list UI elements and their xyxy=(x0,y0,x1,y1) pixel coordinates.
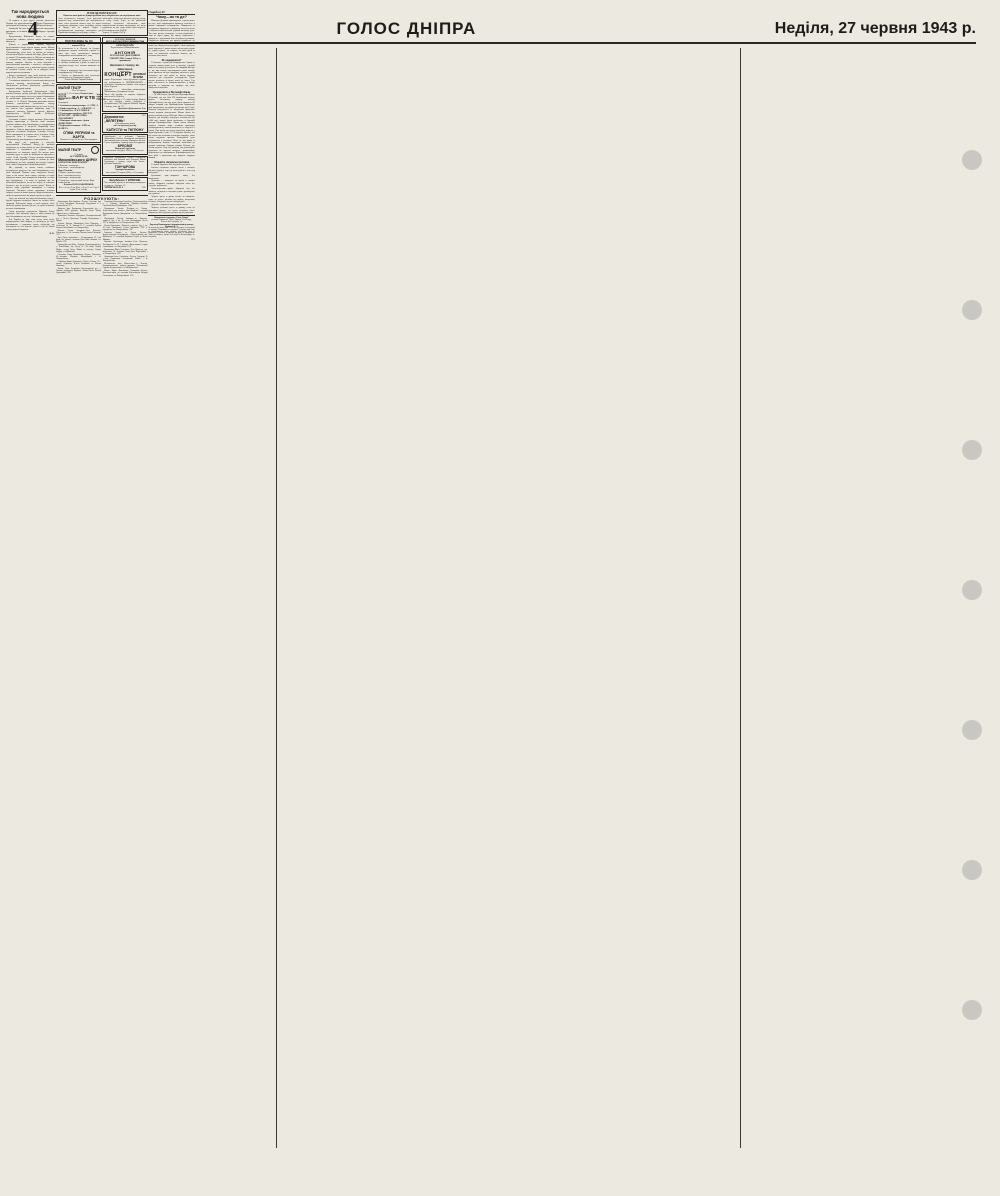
seedling-offer: має для продажу розсаду xyxy=(113,125,137,128)
concert-bishop-line2: ВИСОКОПРЕОСВЯЩЕННОГО АРХІЄПИСКОПА xyxy=(109,43,141,48)
wanted-entry: Пономарьов Трохим Іванович—м. Нікополь, соцмісто, буд. 4, кв. 41—сина Пономарьова Євгена 1927 р. народження з м. Новоросійська. 1286 xyxy=(102,217,148,224)
editor-label: Директор Видавництва і відповідальний редактор: xyxy=(149,223,194,226)
notice-text-left: Знов встановлено випадки, коли риболови протягом часу, забороненого для перебування зовні, тобто протягом нічного часу, без нічної перепустки провадять свою ремісничу роботу на Дніпрі, або на лимані. Згідно з розпорядженням морського коменданта для Української всякий рух на Дніпрі, а також і xyxy=(58,17,102,35)
middle-column xyxy=(56,10,147,278)
publisher-line1: Видавництво і друкарня „Голос Дніпра“ xyxy=(154,216,189,219)
variety-tour: ГАСТРОЛІ АРТИСТІВ ХЕРСОНСЬКОГО ТЕАТРУ xyxy=(58,94,72,102)
plant-entry: Бузиновий цвіт—збирають квіти, без квітоножок. xyxy=(148,175,195,180)
circus-new-numbers: В ПРОГРАМІ НОВІ НОМЕРИ xyxy=(58,162,88,165)
wanted-entry: Батьки Григорович—Нікополь, соцмісто, буд. 5, кв. 38—сина Григорович Сергія Івановича 1926 р. народження з м. Новоросійська. 1287 xyxy=(102,224,148,232)
obituary-date: яка сталася 24 червня 1943 р. о 10 год. веч. xyxy=(106,150,144,153)
plant-entry: Деревій—збирають окремо квіти і листя. xyxy=(151,204,189,207)
publisher-line2: установа Товариства „Преса України“ в обл. відд., Херсон, вул. Суворова, 14. xyxy=(151,219,192,224)
concert-ad xyxy=(102,37,147,112)
concert-venue: Великого театру ім. Шевченка xyxy=(110,62,140,71)
variety-time: Початок о 6 год. 30 хв. веч. Каса відкрита. xyxy=(60,138,98,141)
variety-act: 4. Ексцентрик-акробати, „ВЕСЕЛІ КОЧЕГАРИ“—ДЕНИСЕНКО, ЛУКАШЕВИЧ. xyxy=(58,112,92,120)
binding-hole xyxy=(962,440,982,460)
decree-title: ПОСТАНОВА № 84 xyxy=(65,38,93,43)
article-new-person xyxy=(6,10,54,235)
lost-keys-code: 1328 xyxy=(141,187,146,190)
savings-paragraph: У багатьох є гроші для заощадження. Однак не годиться ховати гроші десь у шухляді, грудний кишені або навіть у панчохах. Не говорячи вже про те, що при такому переховуванні гроші можуть легко пропасти чи через крадіжку чи вогонь, треба зазначити, що такі гроші не мають жодного значення для народного господарства. Гроші мусять котитися—в цьому пляні до банку. Там вони забезпечені та використовуються у формі кредитів, а ощадник ще одержує від своїх ощадностей відсотки. xyxy=(148,62,195,90)
circus-line: 2 Склярента—карельський танець. Жарт xyxy=(58,179,95,182)
variety-dates-b: 1, 2, 3 та 4 липня xyxy=(64,92,80,95)
article-paragraph: Своїм розумним керуванням Цивільна Влада допоможе нам виховати народ в такій пошані до своєї батьківщини, яку має і німецький народ. xyxy=(6,210,55,218)
plant-entry: Чебрець (чебчик)—росте в дикому стані по невеликих кручах, по сухих соснових лісах. Збирається вся надземна частина під час цвітіння. xyxy=(148,207,195,215)
variety-act: 5. Повітряна гімнастика—брати ДЕНИСЕНКО. xyxy=(58,120,90,125)
decree-subtitle: Голови Херсонської Міської Управи від 19 червня 1943 р. xyxy=(58,42,99,48)
wanted-entry: Піженко Тетяна Захарівна—Гола Пристань, Набережна, № 34—чоловіка Піженка Івана Гнатовича. 1273 xyxy=(56,229,102,237)
concert-blessing: З БЛАГОСЛОВІННЯ xyxy=(114,38,136,41)
article-paragraph: Зовнішній бік зали був прикрашений німецькими прапорами та великим портретом Фюрера Адольфа Гітлера. xyxy=(6,28,55,36)
publisher-footnote: На оголошення заказні цінні Ч.І. за зміст оголошень і стан редакції не відповідає. Видавництво не відповідає. У випадку вищої сили, як унеможливлення виходу часопису, абонементна плата не повертається. Рукописи, не прийняті для друку, не повертаються. Листи, що пишуться, повинні бути подані в належній формі, без повертання. xyxy=(148,227,195,238)
rubric-save: Ощаджуй! xyxy=(148,10,194,15)
wanted-title: РОЗШУКУЮТЬ: xyxy=(84,196,120,201)
article-paragraph: Для України це буде нова епоха, коли почне народжуватись інша людина, не дістигнута до своєї батьківщини, з одинакою силою обов'язків, які покладають на нас життєві умови в той чи інший період нашого існування. xyxy=(6,218,55,231)
concert-arranges: влаштовує xyxy=(120,70,130,73)
issue-date: Неділя, 27 червня 1943 р. xyxy=(774,20,976,37)
obituary-bresva xyxy=(102,134,147,154)
variety-ad xyxy=(56,84,105,143)
obituary-text: Управління Дніпровського Рибного Господарства висловлює свій глибокий жаль Гончарову Микиті Григоровичу з приводу смерті його батька—робітника Управління xyxy=(104,157,146,166)
wanted-entry: Красницька Марія Семенівна—Гола Пристань, вул. Береговича, 79—чоловіка Скобу Івана Ларіоновича з ст. Новоросійськ. 1301 xyxy=(102,248,148,255)
seedling-district: у Білозірському районі xyxy=(114,122,136,125)
variety-director: Художній керівник А. П. ГЛОБАЧЕВ xyxy=(96,94,105,102)
article-paragraph: 22 червня, в день другої річниці звільнення України від жидо-більшовизму, Відділ Пропаганди організував в Великому театрі ім. Шевченка мітинг. xyxy=(6,20,55,28)
concert-word: КОНЦЕРТ xyxy=(104,72,132,79)
article-paragraph: Представник Російської Добровольчої Армії капітан Бокович зробив доповідь про добровольчий рух серед російського населення проти більшовиків та організацію Добровольчої Армії, яку очолює генерал А. А. Власов. Правдиво висвітлив капітан Бокович притиснення російського народу більшовиками, який віками прагнув до землі та волі, але замість того одержав жидівську кару. За знищення капітана Боковича заразна фронтах нараховується 700.000 вояків Російської Добровольчої Армії. xyxy=(6,90,55,118)
decree-signed: Голова Міської Управи Калайда xyxy=(64,79,93,82)
circus-line: і інші номери. xyxy=(58,181,71,184)
variety-program-label: В програмі: xyxy=(58,102,69,105)
binding-hole xyxy=(962,720,982,740)
notice-place-date: Херсон, 23 червня 1943 р. xyxy=(102,32,126,35)
decree-ordered: н а к а з у ю: xyxy=(72,57,85,60)
plants-heading: Збирайте лікувальні рослини xyxy=(153,160,190,164)
variety-finale: СПІВИ, РЕПРИЗИ та ЖАРТИ. xyxy=(63,130,95,139)
concert-society: ХЕРСОНСЬКЕ ДОБРОЧИННЕ ТОВАРИСТВО 4 липня 1943 р. в приміщенні xyxy=(109,55,141,63)
variety-theatre: МАЛИЙ ТЕАТР xyxy=(58,86,82,91)
circus-line: Вахо—комічний жонглер. xyxy=(58,174,82,177)
lost-keys-title: Загублено 7 КЛЮЧІВ. xyxy=(109,178,141,183)
binding-hole xyxy=(962,860,982,880)
concert-start: Початок концерту о 17 годині вечора. Квитки на цей концерт можна придбати в Доброчинному Т-ві (будинок Міської Управи, 2 поверх, кімн. № 17). xyxy=(104,98,146,108)
binding-hole xyxy=(962,150,982,170)
decree-point: 1. Заборонити продаж на базарах м. Херсона та околиць самогонної горілки та пива як в окремому посуді, так і шляхом вживання на місці. xyxy=(58,59,100,70)
article-paragraph: Що дивує нас, українців, у виступах представників Німецької Влади,—це високий патріотизм, це велика любов до своєї батьківщини. І зовнішньо і внутрішньо ця віддана любов виявляється на кожному кроці. Ця висока риса людського духу не може не вплинути на присутніх в театрі. Геній Адольфа Гітлера виховав німецький народ в такій відданій пошані та любові до своєї батьківщини, до своїх традицій, що нагадує героїчні часи з життя стародавніх греків або римлян. xyxy=(6,141,55,167)
circus-title: Миколаївського ЦИРКУ xyxy=(58,158,98,163)
obituary-fullname: Матільди Георгієвни, xyxy=(114,148,136,151)
obituary-surname: ГОНЧАРОВА xyxy=(114,165,136,170)
decree-box xyxy=(56,37,101,83)
obituary-fullname: Григорія Івановича, xyxy=(115,169,135,172)
article-paragraph: Зараз ми вільний від жидо-більшовизму народ і будемо будувати культурне життя на засадах своїх традицій. Німецький народ в особі кращих своїх синів послужить зразком для нас, як треба ставитись до своєї батьківщини. xyxy=(6,197,55,210)
wanted-entry: Синянкіна Олександра Георгіївна—Бериславський р-н, с. Раковка, держмаєток Юрківна—чоловіка Синянкіна Івана Трохимовича. 1284 xyxy=(102,200,148,208)
wanted-entry: Капустін Іван Дмитрович—Херсонський р-н, с. Дар'ївка, МТС—дружину Капустін Ферлі Татяну Афанасьєвну з с. Криськової. xyxy=(56,208,102,215)
savings-subheading: Ощаджувати в Віртшафтсбанку xyxy=(152,90,191,94)
wanted-entry: Лубкіна Пріська Михайлівна—Гола Пристань, з Семенська, № 31. Бикалов П. С.—чоловіка Лубкіна Василя Олексійовича з м. Новоросійськ. xyxy=(56,222,102,229)
circus-line: Вахо і Олексіїв. xyxy=(58,169,73,172)
decree-point: 3. Оплату за виконанням цієї постанови покладається на Управління базарів. xyxy=(58,74,100,79)
savings-heading: Чому—як та де? xyxy=(156,15,187,20)
article-paragraph: Виступ церковного хору, який виконав кантату „Тебе, Бога, хвалим“, присутні вислухали стоячи. xyxy=(6,74,55,80)
obituary-goncharov xyxy=(102,156,147,176)
wanted-entry: Чумаченко Меланка Федорівна—Голопристанський р-н, с. Келеґі—Чумаченка Тимофія Васильовича з Кубані. xyxy=(56,215,102,222)
wanted-entry: Спичка-Лисенко Юлія—Україна, Калагачицький р-н, с. Ново-Київка, від. Хутор, № 64—матір Спичку Марію, сестру Бреус Марію та невістку Спичку Одарку з ст. Кримської. xyxy=(56,244,102,253)
variety-act: 6. Буфонадна кловнада—БІЛЬ та ЖАНЕТА. xyxy=(58,125,91,131)
concert-spiritual: ДУХОВНОЇ МУЗИКИ xyxy=(133,73,146,80)
article-paragraph: Ми, українці, не маємо такого глибокого всенародного почуття ні до своєї батьківщини, ні до своїх традицій. Причин тому знайдеться багато. Адже ж ми маємо свою славну сторінку в історії народного життя, коли доводилось боротися і за свою віру прадідівську і за мову та традиції під час польського панування, але це все забуто, не захоплює багатьох з нас, бо це було „колись, давно“. Потім, на протязі віків українців виховувано в іншому характері. Наслідки такого виховання великим тягарем лежать на нашій психіці. Жидо-більшовизм з своїм інтернаціоналом ще додав отрути до отрути. xyxy=(6,167,55,197)
savings-paragraph: Німецька Держава прикладалася з давніх-давен до того, щоб підтримувати приватну власність в рамках народного господарства. Поширення та плекування ощадності в широкому колі населення в націонал-соціалістичній державі визначну роль. Так само мусить господарі і селяни українські в ходи на якусь думку, що праця, старанність і ощадність є підставами його посуваного розвитку. Ощадністю зберігаєш, що працею придбаєш—це німецьке прислів'я. Також українець повинен знати, що оплачується регулярно з свого прибутку певні відкласти і таким чином забезпечити подати на „чорну годину“, на старість, на своїх дітей та може на виконання особистих бажань, що є основою його життя. xyxy=(148,20,195,58)
circus-pause: В паузах ВАХО КОЖЕВНІКОВ. xyxy=(63,184,94,187)
article-paragraph: З особливою цікавістю та захопленням вислухали присутні промову представників Влади, які запевнювали всебічно допомагати українському народові у відбудові країни. xyxy=(6,80,55,90)
wanted-entry: Мельниченко Іван Пантелеєвич—с. Бехтери, Голопристанського району—дружину Мельниченко Євдокію Климентьєвну з ст. Молдаванської. xyxy=(102,262,148,270)
obituary-text: Адміністрація та робітники Управління Дніпровського Рибного Господарства висловлюють свій глибокий жаль робітнику Управління Бресвого Сергію Андрійовичу з приводу смерті його дружини xyxy=(104,136,146,145)
wanted-entry: Пушкарьова Зінаїда Петрівна—ст. Риково, Генічеського р-ну, колгосп „Ново-Українка“—чоловіка Пушкарьова Василя Дмитровича з м. Новоросійська. 1285 xyxy=(102,208,148,217)
wanted-entry: Вероняк Олександра Іванівна—Гола Пристань, Господарство № 29, 5 ділянка—Красницького Андрія Апанасовича з ст. Натухаївки. 1350 xyxy=(102,241,148,248)
concert-bishop-name: АНТОНІЯ xyxy=(114,49,136,55)
article-paragraph: Представники Військової Влади та нашого суспільства зайняли почесні місця півколом на авансцені. xyxy=(6,36,55,44)
binding-hole xyxy=(962,1000,982,1020)
variety-act: 2. Крафт-акробати—3—АЛЬБОРЕ—3 xyxy=(58,107,95,110)
notice-text-right: ловля риби, заборонені протягом часу від заходу до сходу сонця. Через це всі рибальські колгоспи зобов'язані забезпечити своїх співробітників нічними пропусками, які після одержання на них згоди мають бути вилучені. Гебітскомісар підп. РОДДЕ. xyxy=(102,17,146,32)
lost-keys-text: Хто знайшов, прошу за винагороду повернути на адресу—Головна, 19, xyxy=(104,182,146,187)
notice-title: ПОВІДОМЛЕННЯ xyxy=(86,11,117,16)
plant-entry: Зуброзі—росте в диких степах та обочинах, горах та лугах; зрізають під корінь, вилучають метлиці, зв'язують у пучки і висушують. xyxy=(148,196,195,204)
decree-point: 2. Винні в порушенні цієї постанови будуть оштрафовані до 1.000 карб. xyxy=(58,69,100,75)
savings-subheading: Як ощаджувати? xyxy=(161,58,182,62)
circus-line: Нове антре—ексце-професор xyxy=(58,167,85,170)
page-number: 4 xyxy=(28,17,38,40)
circus-line: 2 Павлови—каскадери. xyxy=(58,164,79,167)
wanted-entry: Борисова Одарка та Лозіна Оксана—Березнеговатське господарство, с. Костянтинівка, вул. Куйбишева, 17—чоловіків Борисова Георгія та Лозіна Михайла. xyxy=(102,231,148,241)
wanted-entry: Кваша Марія Каленіківна Григорівна—Херсон, Котельний пров., 4а—чоловіка Перепелиціна Хведора Степановича з м. Новоросійська. 1313 xyxy=(102,270,148,277)
lost-keys-ad xyxy=(102,177,147,192)
seedling-code: 1322 xyxy=(141,114,146,117)
seedling-ad xyxy=(102,113,147,133)
article-paragraph: Дівчата в українському вбранні піднесли представникам влади букети живих квітів. Мітинг привітальною промовою відкрив заступник Гебітскомісара, після чого, як пролог до мітингу, письменник Шульга зачитав свій твір „Цього забути не можна“. В яскравих рисах п. Шульга змалював всі ті неподобства, які жидо-більшовики заподіяли нашому народові. Україна за часів боротьби з монгольськими навалами, з змаганні з татарами та турками і в останні часи у повстанні проти поляків не загубила стільки людей, як за двадцять років комуністичного панування. xyxy=(6,44,55,74)
wanted-entry: Баранникова Віра Іванівна—Херсон, Склотара, буд. 23—сина Баранніков Олександр Федоровича в з. Новоросійськ. 1271 xyxy=(56,200,102,208)
wanted-entry: Фориамюк Олена Савельївна—Херсон, Суворова, 20—сина Форманюка Володимира Іллича з м. Новоросійська. xyxy=(102,255,148,263)
variety-show-title: ВАР'ЄТЕ xyxy=(72,95,96,101)
variety-only: Тільки 6 днів xyxy=(80,92,93,95)
variety-act: 3. Силовий акт—БАСТАНЖІЄВ xyxy=(58,110,90,113)
concert-composers: Духовні піснеспіви—композиторів: Чайковського, Дехтярьова та інш. xyxy=(104,88,146,94)
wanted-entry: Орел Ганна Апанасівна — Госпподарство 29, 1-ша філія, 4-а ділянка—чоловіка Орла Івана Яковича з м. Кубані. 1274 xyxy=(56,236,102,244)
article-title: Так народжується нова людина xyxy=(11,9,50,19)
seedling-estate: Держмаєток „ВЕЛЕТЕНЬ“ xyxy=(104,114,126,123)
circus-last-day: ОСТАННІЙ ДЕНЬ xyxy=(69,156,88,159)
wanted-list xyxy=(56,201,147,277)
notice-lead: Відносно ловлі риби на Дніпрі протягом часу забороненого для перебування зовні xyxy=(63,15,141,18)
column-rule xyxy=(740,48,741,1148)
concert-choir: хором Херсонської Свято-Духівської церкви під керівництвом п. ІДЗИКОВСЬКОГО з допомогою запрошених співців з інш. церков міста Херсона. xyxy=(104,79,146,89)
article-paragraph: Особливої теплоти набула промова Начальника Відділу пропаганди п. Зейпеля, який закликав слухачів любити свою батьківщину та підтримувати її, не зраджуючи її інтересів. Наприкінці своєї промови п. Зейпель пропонував присутнім ухвалити надіслати телеграми Фюрерові Адольфу Гітлеру. Після зачитування та ухвали тексту телеграм з боку присутніх було її підписано і передано п. Гебітскомісару для відправки за призначенням. xyxy=(6,118,55,141)
savings-paragraph: — Це наш лозунг. Організація Віртшафтсбанків (В-банків), що має біля 330 банківських контор, видала спеціальну ощадну книжку Віртшафтсбанку, яка має дуже цінні прикмети. Ці ощадні книжки сам Віртшафтсбанк видаватиме всім вкладникам, що принесуть вклади від 10 крб. Виплати ощадностей не підлягають практично взагалі жодним обмеженням. Можна брати без всяких оголошення до 2000 крб. Лише на побрання більших сум потрібне попереднє оголошення. До 5.000 крб. можна брати щомісячно в будьякій конторі Віртшафтсбанку. Таким чином власник ощадної книжки може готівкою практично розпоряджатися у кожній місцевості, не беручи її з собою. При цьому ще вклад приносить користь у формі відсотків, а саме 2 ½ % щорічно. Врешті, хто має щастя або особливо невигідно ощаджує, може також одержати премію. Заощаджені суми зберігаються в таємниці. Ніхто не має права їх контролювати. Банкові службовці зобов'язані до суворої мовчанки. Ощадна книжка В-банку дає тільки користь. Тому всі українці, що далекозорно дивляться на життєві питання, якнайскоріше звертаються до найближчого Віртшафтсбанку або його філії з проханням про видання ощадних книжок. xyxy=(148,94,195,160)
obituary-surname: БРЕСВОЇ xyxy=(117,144,133,149)
concert-bishop-line1: ЙОГО ВИСОКОПРЕОСВЯЩЕНСТВА xyxy=(105,41,145,44)
circus-theatre: МАЛИЙ ТЕАТР xyxy=(58,147,82,152)
wanted-entry: Сюсюкіна Ганна Михайлівна—Херсон, Вокзальна, 63—чоловіка Михайла Михайловича з м. Новоросійська. xyxy=(56,253,102,260)
article-signature: К. К. xyxy=(49,232,55,235)
plant-entry: Блекота—збирають окремо листя і насіння; рослина отруйна, через це після роботи з нею слід мити руки. xyxy=(148,167,195,175)
plant-entry: Золототисячник—трава; збирають під час цвітіння, зв'язують в невеликі пучки і розвішують для сушіння. xyxy=(148,188,195,196)
circus-ad xyxy=(56,144,101,193)
circus-line: Олександр—маніпулятор. xyxy=(58,177,82,180)
circus-date: 27 червня xyxy=(74,153,84,156)
publisher-code: 2972 xyxy=(191,238,195,241)
plant-entry: Волошки — поширені як бур'ян в озимих хлібах; збирають зовнішні лійкуваті квіти без середніх трубчастих. xyxy=(148,180,195,188)
editor-name: Курінний К. А. xyxy=(165,225,178,228)
wanted-entry: Софійська Марія Дем'янівна—Херсон, Робоча, 16—батька Софійську Дем'ян Івановича та Ксенію Василівну. xyxy=(56,260,102,268)
variety-act: 1. Ілюзіоністи-маніпулятори—2—ГРИ—2 xyxy=(58,104,99,107)
binding-hole xyxy=(962,300,982,320)
binding-hole xyxy=(962,580,982,600)
concert-diocese: Херсонського й Миколаївського xyxy=(110,47,140,50)
paper-name: ГОЛОС ДНІПРА xyxy=(336,19,477,38)
circus-line: 2 Юдіни—римські кільця, xyxy=(58,172,82,175)
notice-box xyxy=(56,10,147,37)
lost-keys-name: ЧИЧИКАЙЛО М. І. xyxy=(104,187,124,190)
circus-wheel-icon xyxy=(91,146,99,154)
plants-intro: У червні збирають такі лікувальні рослини: xyxy=(151,164,191,167)
circus-time: Поч. о 6 год. 30 хв. Каса з 10 до 12 та з 3 до 6 годин 30 хв. вечора. xyxy=(58,186,99,192)
savings-column xyxy=(148,10,194,241)
obituary-date: яка сталася 23 червня 1943 р. о 10 г. ранку. xyxy=(106,171,144,174)
variety-dates-a: 29 та 30 червня, xyxy=(71,90,86,93)
concert-proceeds: Увесь збір надійде на користь бідніщого населення м. Херсона. xyxy=(104,93,146,99)
concert-signed: Правління Доброчинного Т-ва xyxy=(118,108,146,111)
column-rule xyxy=(276,48,277,1148)
seedling-goods: КАПУСТИ та ТЮТЮНУ xyxy=(106,127,144,132)
wanted-entry: Ваніна Лідія Олексіївна—Бериславський р-н, с. Раковка, держмаєток Юрківна—батька Ваніна Олексія Даниловича. 1283 xyxy=(56,267,102,275)
decree-intro: Як встановлено в м. Херсоні, на базарах провадиться продаж самогонної горілки та пива, при чому трапляються випадки захворювання після вживання їх, тому xyxy=(58,47,100,58)
